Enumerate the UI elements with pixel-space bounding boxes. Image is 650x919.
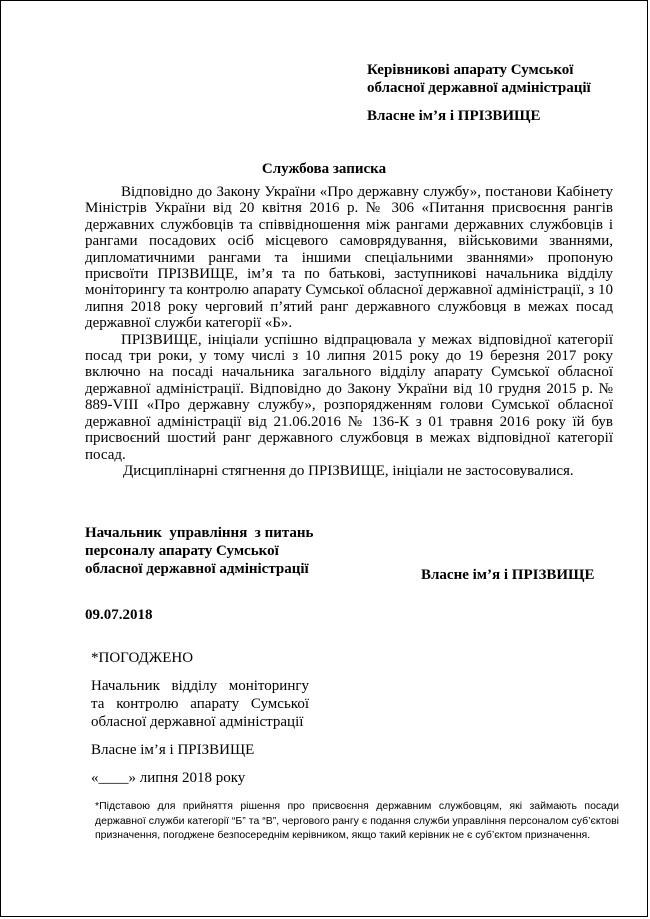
addressee-line-1: Керівникові апарату Сумської [367,62,574,78]
signer-line-1: Начальник управління з питань [85,525,314,541]
approval-label: *ПОГОДЖЕНО [91,650,194,666]
document-date: 09.07.2018 [85,607,153,623]
approval-position-line-3: обласної державної адміністрації [91,714,304,730]
approval-block [91,649,309,787]
approval-date-line: «____» липня 2018 року [91,770,246,786]
approval-name: Власне ім’я і ПРІЗВИЩЕ [91,742,255,758]
body-paragraph-2: ПРІЗВИЩЕ, ініціали успішно відпрацювала у межах відповідної категорії посад три роки, у тому числі з 10 липня 2015 року до 19 березня 2017 року включно на посаді начальника загального відділу апарату Сумської обласної державної адміністрації. Відповідно до Закону України від 10 грудня 2015 р. № 889-VIII «Про державну службу», розпорядженням голови Сумської обласної державної адміністрації від 21.06.2016 № 136-К з 01 травня 2016 року їй був присвоєний шостий ранг державного службовця в межах відповідної категорії посад. [85,331,613,463]
document-body [85,184,613,479]
approval-position [91,677,309,731]
addressee-block [367,61,591,125]
addressee-line-2: обласної державної адміністрації [367,80,591,96]
signer-position [85,524,314,578]
signer-line-2: персоналу апарату Сумської [85,543,279,559]
approval-position-line-1: Начальник відділу моніторингу [91,678,309,694]
document-title: Службова записка [261,161,387,177]
signer-name: Власне ім’я і ПРІЗВИЩЕ [421,567,595,583]
addressee-name: Власне ім’я і ПРІЗВИЩЕ [367,108,541,124]
footnote: *Підставою для прийняття рішення про присвоєння державним службовцям, які займають посади державної служби категорії “Б” та “В”, чергового рангу є подання служби управління персоналом суб’єктові призначення, погоджене безпосереднім керівником, якщо такий керівник не є суб’єктом призначення. [95,800,619,841]
approval-position-line-2: та контролю апарату Сумської [91,696,309,712]
body-paragraph-1: Відповідно до Закону України «Про державну службу», постанови Кабінету Міністрів України від 20 квітня 2016 р. № 306 «Питання присвоєння рангів державних службовців та співвідношення між рангами державних службовців і рангами посадових осіб місцевого самоврядування, військовими званнями, дипломатичними рангами та іншими спеціальними званнями» пропоную присвоїти ПРІЗВИЩЕ, ім’я та по батькові, заступникові начальника відділу моніторингу та контролю апарату Сумської обласної державної адміністрації, з 10 липня 2018 року черговий п’ятий ранг державного службовця в межах посад державної служби категорії «Б». [85,184,613,332]
signer-line-3: обласної державної адміністрації [85,561,309,577]
body-paragraph-3: Дисциплінарні стягнення до ПРІЗВИЩЕ, ініціали не застосовувалися. [123,462,574,479]
